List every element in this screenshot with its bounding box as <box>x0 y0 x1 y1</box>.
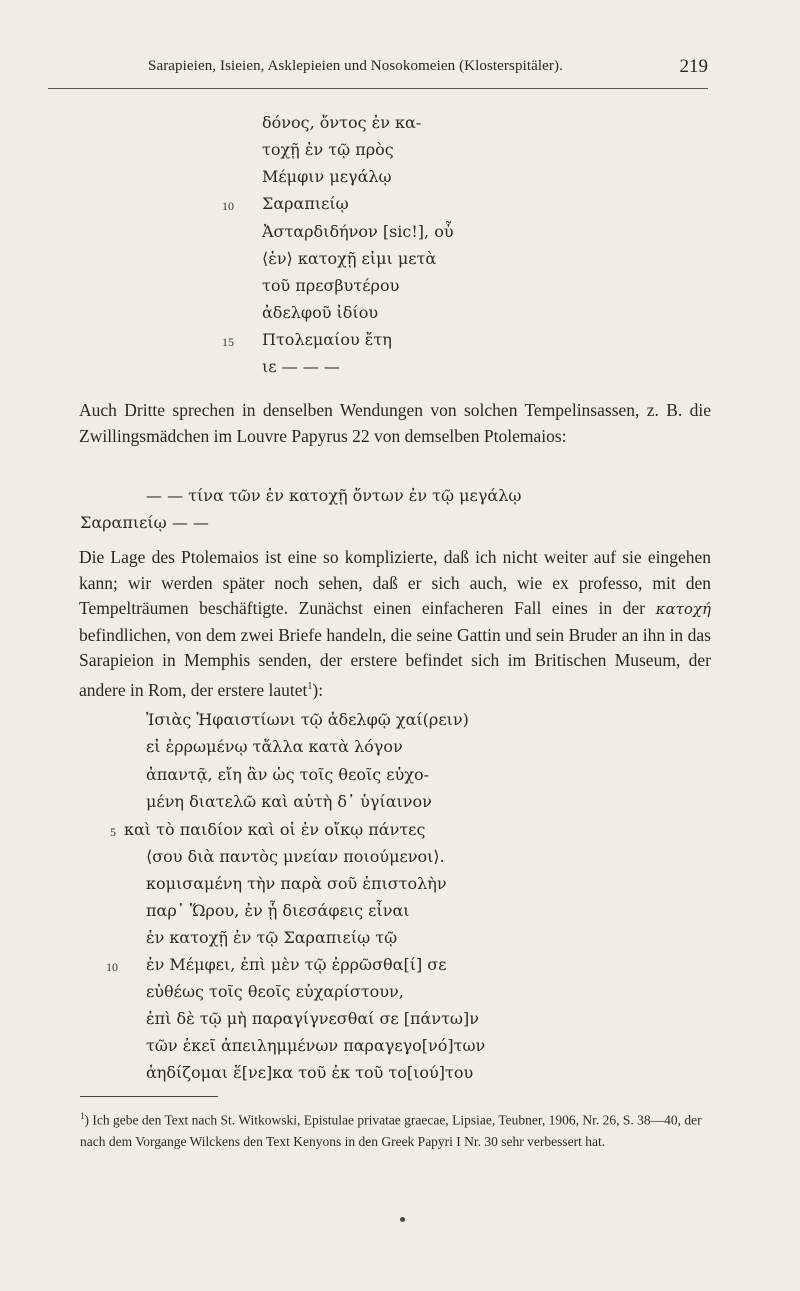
page-number: 219 <box>679 56 708 77</box>
greek-line: παρ᾿ Ὥρου, ἐν ᾗ διεσάφεις εἶναι <box>146 901 410 920</box>
line-number: 10 <box>106 960 118 974</box>
greek-line: ἀηδίζομαι ἕ[νε]κα τοῦ ἐκ τοῦ το[ιού]του <box>146 1063 474 1082</box>
greek-line: Ἰσιὰς Ἡφαιστίωνι τῷ ἀδελφῷ χαί(ρειν) <box>146 710 469 729</box>
greek-line: εὐθέως τοῖς θεοῖς εὐχαρίστουν, <box>146 982 404 1001</box>
greek-line: Μέμφιν μεγάλῳ <box>262 167 392 186</box>
greek-line: κομισαμένη τὴν παρὰ σοῦ ἐπιστολὴν <box>146 874 447 893</box>
greek-line: ⟨σου διὰ παντὸς μνείαν ποιούμενοι⟩. <box>146 847 445 866</box>
paragraph-1: Auch Dritte sprechen in denselben Wendungen von solchen Tempelinsassen, z. B. die Zwillingsmädchen im Louvre Papyrus 22 von demselben Ptolemaios: <box>79 400 711 446</box>
greek-line: Πτολεμαίου ἔτη <box>262 330 392 349</box>
footnote-rule <box>80 1096 218 1097</box>
greek-line: τοῦ πρεσβυτέρου <box>262 276 400 295</box>
paragraph-2-end: ): <box>312 679 324 700</box>
greek-line: ἐπὶ δὲ τῷ μὴ παραγίγνεσθαί σε [πάντω]ν <box>146 1009 479 1028</box>
line-number: 10 <box>222 199 234 213</box>
greek-line: Σαραπιείῳ <box>262 194 349 213</box>
running-head: Sarapieien, Isieien, Asklepieien und Nosokomeien (Klosterspitäler). <box>148 58 563 74</box>
greek-line: τοχῇ ἐν τῷ πρὸς <box>262 140 394 159</box>
paragraph-2-text: Die Lage des Ptolemaios ist eine so komplizierte, daß ich nicht weiter auf sie eingehen kann; wir werden später noch sehen, daß er sich auch, wie ex professo, mit den Tempelträumen beschäftigte. Zunächst einen einfacheren Fall eines in der <box>79 547 711 618</box>
greek-line: ἀπαντᾷ, εἴη ἂν ὡς τοῖς θεοῖς εὐχο- <box>146 765 430 784</box>
greek-line: δόνος, ὄντος ἐν κα- <box>262 113 422 132</box>
footnote-marker: 1 <box>80 1111 85 1121</box>
line-number: 15 <box>222 335 234 349</box>
greek-line: ιε — — — <box>262 357 340 376</box>
greek-line: καὶ τὸ παιδίον καὶ οἱ ἐν οἴκῳ πάντες <box>124 820 426 839</box>
greek-line: ἀδελφοῦ ἰδίου <box>262 303 379 322</box>
greek-line: εἰ ἐρρωμένῳ τἄλλα κατὰ λόγον <box>146 737 403 756</box>
greek-term: κατοχή <box>655 600 711 618</box>
footnote <box>80 1106 712 1152</box>
greek-line: Σαραπιείῳ — — <box>80 513 209 532</box>
greek-line: τῶν ἐκεῖ ἀπειλημμένων παραγεγο[νό]των <box>146 1036 486 1055</box>
greek-line: μένη διατελῶ καὶ αὐτὴ δ᾿ ὑγίαινον <box>146 792 432 811</box>
greek-line: ἐν Μέμφει, ἐπὶ μὲν τῷ ἐρρῶσθα[ί] σε <box>146 955 447 974</box>
greek-line: — — τίνα τῶν ἐν κατοχῇ ὄντων ἐν τῷ μεγάλῳ <box>146 486 522 505</box>
line-number: 5 <box>110 825 116 839</box>
greek-line: ἐν κατοχῇ ἐν τῷ Σαραπιείῳ τῷ <box>146 928 398 947</box>
greek-line: Ἀσταρδιδήνον [sic!], οὗ <box>262 222 454 241</box>
footnote-text: ) Ich gebe den Text nach St. Witkowski, Epistulae privatae graecae, Lipsiae, Teubner, 1906, Nr. 26, S. 38—40, der nach dem Vorgange Wilckens den Text Kenyons in den Greek Papyri I Nr. 30 sehr verbessert hat. <box>80 1112 702 1149</box>
footnote-reference[interactable]: 1 <box>307 680 313 692</box>
paragraph-2-text: befindlichen, von dem zwei Briefe handeln, die seine Gattin und sein Bruder an ihn in das Sarapieion in Memphis senden, der erstere befindet sich im Britischen Museum, der andere in Rom, der erstere lautet <box>79 624 711 700</box>
greek-line: ⟨ἐν⟩ κατοχῇ εἰμι μετὰ <box>262 249 437 268</box>
paper-speck <box>400 1217 405 1222</box>
